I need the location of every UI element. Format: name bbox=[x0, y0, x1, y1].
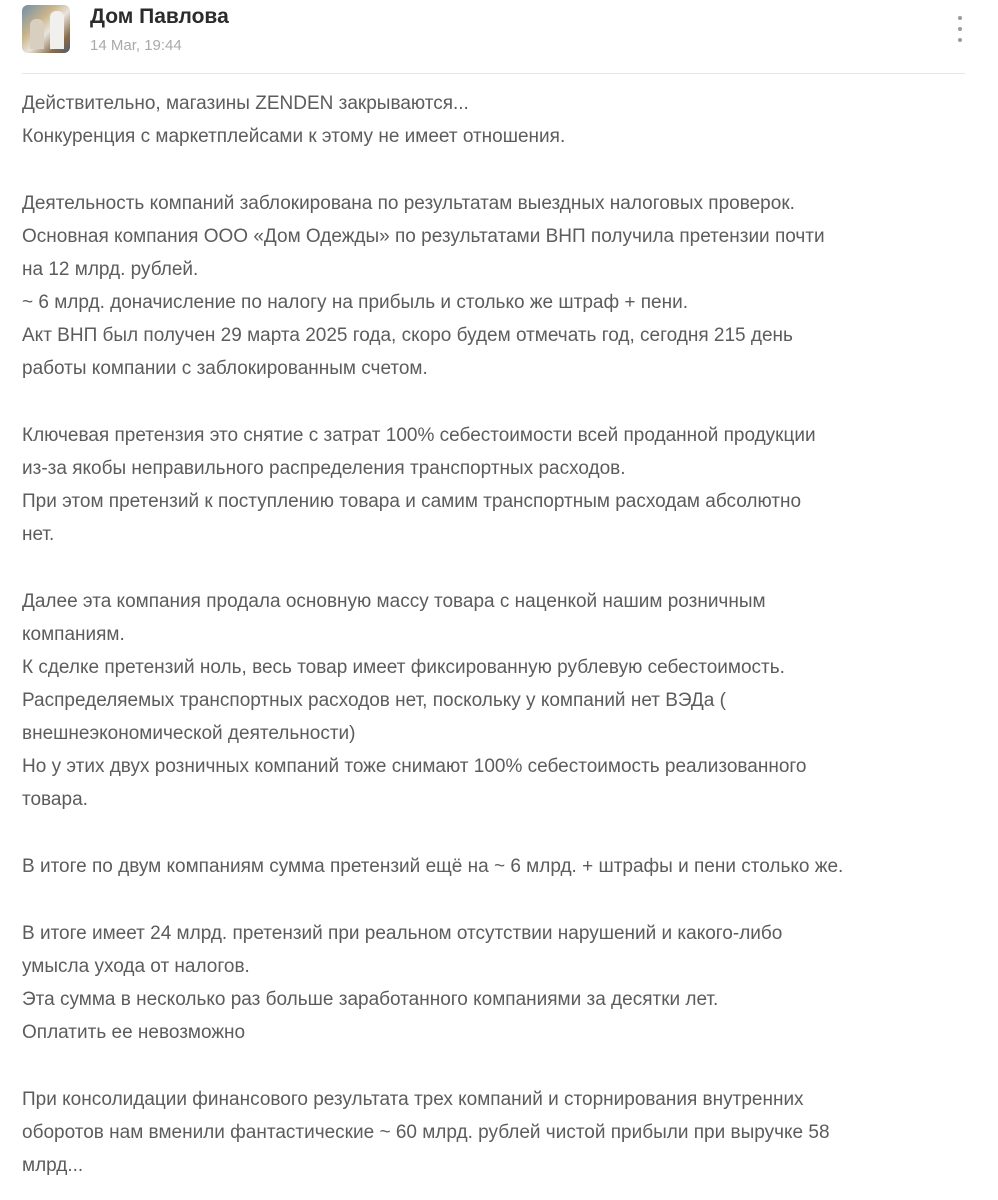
text-line: умысла ухода от налогов. bbox=[22, 956, 250, 977]
paragraph-gap bbox=[22, 816, 982, 850]
text-line: Эта сумма в несколько раз больше заработанного компаниями за десятки лет. bbox=[22, 989, 719, 1010]
text-line: Деятельность компаний заблокирована по результатам выездных налоговых проверок. bbox=[22, 193, 795, 214]
text-line: ~ 6 млрд. доначисление по налогу на прибыль и столько же штраф + пени. bbox=[22, 292, 688, 313]
text-line: из-за якобы неправильного распределения транспортных расходов. bbox=[22, 458, 626, 479]
author-name[interactable]: Дом Павлова bbox=[90, 5, 229, 28]
paragraph bbox=[22, 419, 982, 551]
text-line: Основная компания ООО «Дом Одежды» по результатами ВНП получила претензии почти bbox=[22, 226, 825, 247]
paragraph bbox=[22, 850, 982, 883]
paragraph-gap bbox=[22, 1049, 982, 1083]
paragraph bbox=[22, 187, 982, 385]
text-line: Ключевая претензия это снятие с затрат 100% себестоимости всей проданной продукции bbox=[22, 425, 816, 446]
paragraph bbox=[22, 1083, 982, 1182]
text-line: Далее эта компания продала основную массу товара с наценкой нашим розничным bbox=[22, 591, 766, 612]
text-line: В итоге по двум компаниям сумма претензий ещё на ~ 6 млрд. + штрафы и пени столько же. bbox=[22, 856, 844, 877]
paragraph bbox=[22, 917, 982, 1049]
text-line: нет. bbox=[22, 524, 55, 545]
author-avatar[interactable] bbox=[22, 5, 70, 53]
more-vertical-icon[interactable] bbox=[950, 14, 970, 44]
text-line: Акт ВНП был получен 29 марта 2025 года, скоро будем отмечать год, сегодня 215 день bbox=[22, 325, 793, 346]
text-line: Распределяемых транспортных расходов нет, поскольку у компаний нет ВЭДа ( bbox=[22, 690, 726, 711]
text-line: Действительно, магазины ZENDEN закрываются... bbox=[22, 93, 469, 114]
text-line: компаниям. bbox=[22, 624, 125, 645]
text-line: млрд... bbox=[22, 1155, 84, 1176]
paragraph-gap bbox=[22, 153, 982, 187]
divider bbox=[22, 73, 965, 74]
text-line: Оплатить ее невозможно bbox=[22, 1022, 246, 1043]
text-line: работы компании с заблокированным счетом. bbox=[22, 358, 428, 379]
paragraph-gap bbox=[22, 385, 982, 419]
text-line: товара. bbox=[22, 789, 88, 810]
text-line: В итоге имеет 24 млрд. претензий при реальном отсутствии нарушений и какого-либо bbox=[22, 923, 783, 944]
text-line: К сделке претензий ноль, весь товар имеет фиксированную рублевую себестоимость. bbox=[22, 657, 785, 678]
paragraph bbox=[22, 585, 982, 816]
text-line: внешнеэкономической деятельности) bbox=[22, 723, 356, 744]
post-date[interactable]: 14 Mar, 19:44 bbox=[90, 37, 182, 54]
text-line: Конкуренция с маркетплейсами к этому не имеет отношения. bbox=[22, 126, 566, 147]
post-text bbox=[22, 87, 982, 1182]
text-line: При консолидации финансового результата трех компаний и сторнирования внутренних bbox=[22, 1089, 804, 1110]
paragraph-gap bbox=[22, 551, 982, 585]
text-line: на 12 млрд. рублей. bbox=[22, 259, 199, 280]
paragraph bbox=[22, 87, 982, 153]
text-line: При этом претензий к поступлению товара и самим транспортным расходам абсолютно bbox=[22, 491, 802, 512]
text-line: Но у этих двух розничных компаний тоже снимают 100% себестоимость реализованного bbox=[22, 756, 807, 777]
paragraph-gap bbox=[22, 883, 982, 917]
text-line: оборотов нам вменили фантастические ~ 60 млрд. рублей чистой прибыли при выручке 58 bbox=[22, 1122, 830, 1143]
